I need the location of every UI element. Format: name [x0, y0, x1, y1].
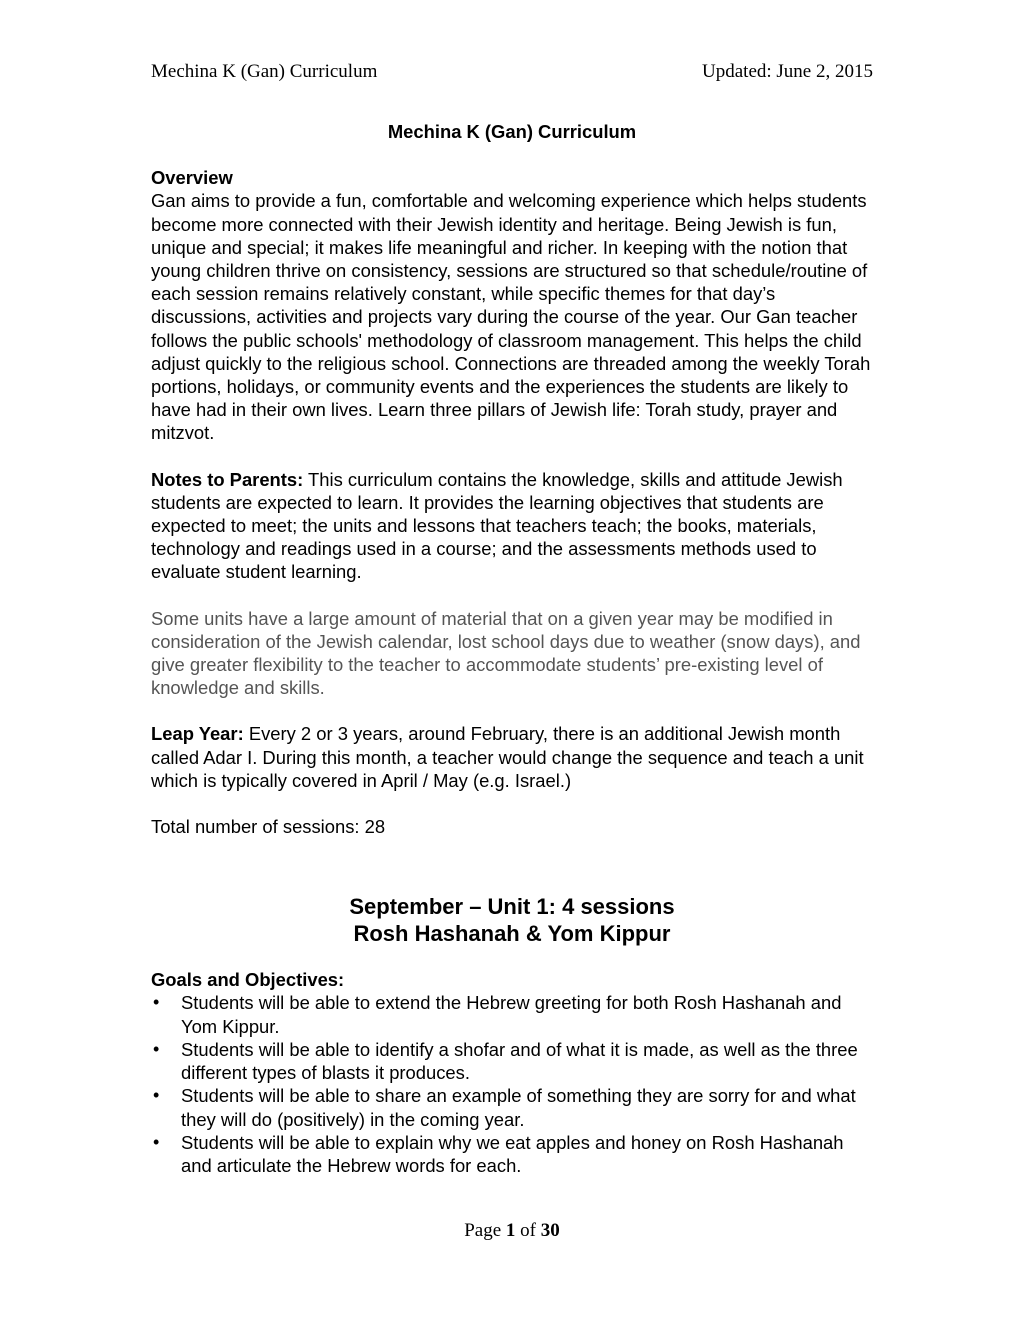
unit-title-line2: Rosh Hashanah & Yom Kippur: [353, 921, 671, 947]
section-spacer: [151, 838, 873, 893]
footer-of-word: of: [515, 1220, 541, 1241]
goals-list: [151, 991, 873, 1177]
footer-page-number: 1: [505, 1220, 516, 1241]
leap-year-text: Every 2 or 3 years, around February, there is an additional Jewish month called Adar I. During this month, a teacher would change the sequence and teach a unit which is typically covered in April / May (e.g. Israel.): [151, 723, 864, 791]
page-title: Mechina K (Gan) Curriculum: [387, 121, 637, 142]
notes-text: This curriculum contains the knowledge, skills and attitude Jewish students are expected to learn. It provides the learning objectives that students are expected to meet; the units and lessons that teachers teach; the books, materials, technology and readings used in a course; and the assessments methods used to evaluate student learning.: [151, 468, 843, 583]
units-note: Some units have a large amount of material that on a given year may be modified in consideration of the Jewish calendar, lost school days due to weather (snow days), and give greater flexibility to the teacher to accommodate students’ pre-existing level of knowledge and skills.: [151, 607, 861, 699]
leap-year-label: Leap Year:: [151, 723, 244, 745]
unit-title-line1: September – Unit 1: 4 sessions: [349, 894, 675, 920]
footer-total-pages: 30: [540, 1220, 560, 1241]
overview-section: [151, 166, 873, 444]
notes-to-parents: [151, 468, 873, 584]
list-item: [151, 1131, 873, 1177]
list-item: [151, 1038, 873, 1084]
header-document-title: Mechina K (Gan) Curriculum: [151, 61, 378, 82]
bullet-icon: •: [153, 1131, 160, 1152]
overview-text: Gan aims to provide a fun, comfortable and welcoming experience which helps students become more connected with their Jewish identity and heritage. Being Jewish is fun, unique and special; it makes life meaningful and richer. In keeping with the notion that young children thrive on consistency, sessions are structured so that schedule/routine of each session remains relatively constant, while specific themes for that day’s discussions, activities and projects vary during the course of the year. Our Gan teacher follows the public schools' methodology of classroom management. This helps the child adjust quickly to the religious school. Connections are threaded among the weekly Torah portions, holidays, or community events and the experiences the students are likely to have had in their own lives. Learn three pillars of Jewish life: Torah study, prayer and mitzvot.: [151, 190, 871, 444]
goal-text: Students will be able to share an example of something they are sorry for and what they will do (positively) in the coming year.: [181, 1085, 856, 1130]
header-updated-date: Updated: June 2, 2015: [702, 61, 873, 82]
notes-label: Notes to Parents:: [151, 468, 304, 490]
list-item: [151, 991, 873, 1037]
footer-page-word: Page: [464, 1220, 506, 1241]
bullet-icon: •: [153, 1038, 160, 1059]
goal-text: Students will be able to identify a shofar and of what it is made, as well as the three different types of blasts it produces.: [181, 1038, 858, 1084]
list-item: [151, 1084, 873, 1130]
bullet-icon: •: [153, 1085, 160, 1106]
overview-heading: Overview: [151, 167, 233, 189]
bullet-icon: •: [153, 992, 160, 1013]
page-footer: [0, 1219, 1024, 1243]
goal-text: Students will be able to explain why we eat apples and honey on Rosh Hashanah and articulate the Hebrew words for each.: [181, 1131, 844, 1176]
unit-title: [151, 893, 873, 947]
goal-text: Students will be able to extend the Hebrew greeting for both Rosh Hashanah and Yom Kippur.: [181, 992, 842, 1037]
page-content: [151, 120, 873, 1177]
total-sessions: Total number of sessions: 28: [151, 816, 386, 838]
leap-year: [151, 722, 873, 792]
goals-heading: Goals and Objectives:: [151, 969, 345, 991]
